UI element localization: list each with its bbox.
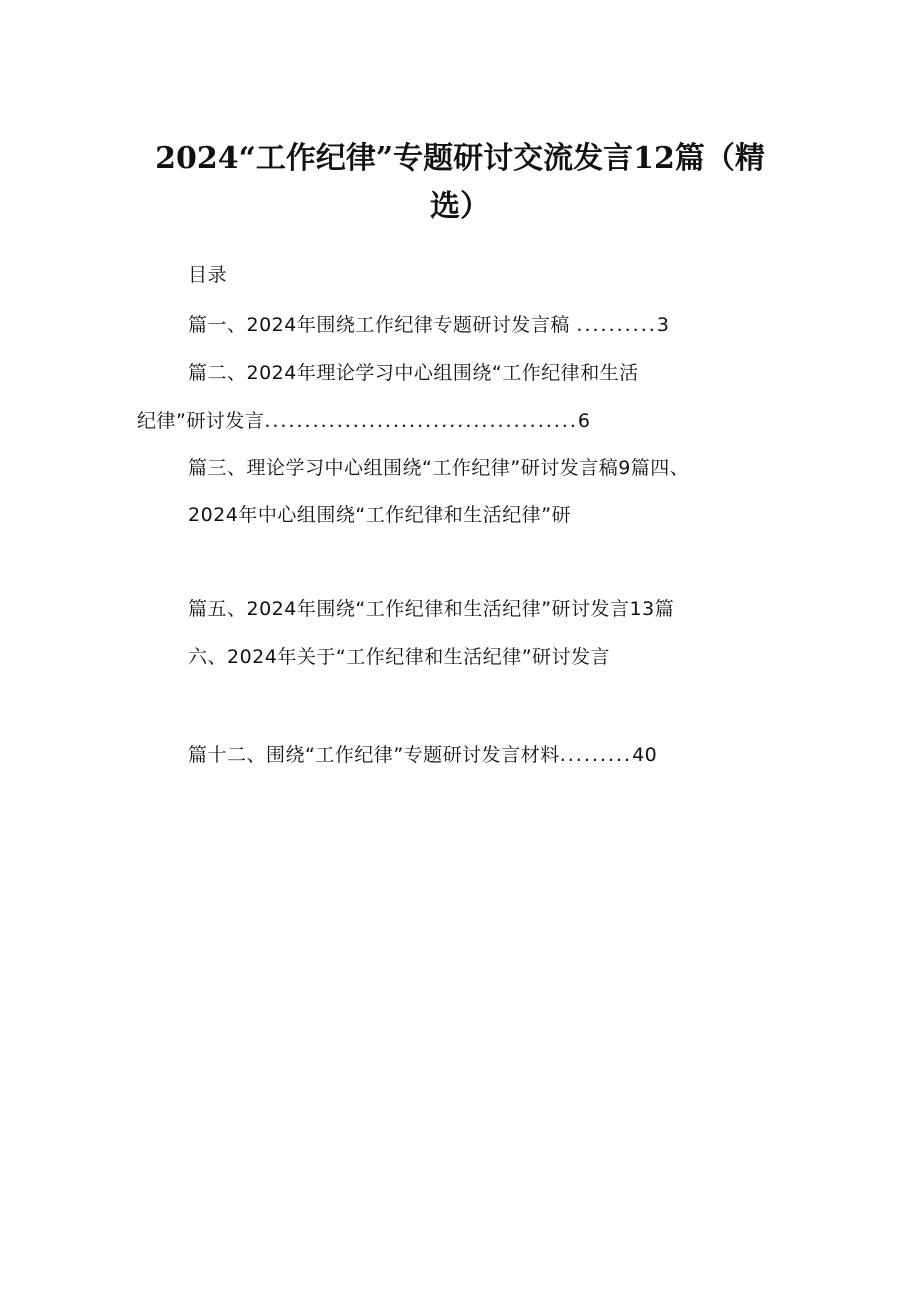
toc-entry-3-text-1: 篇三、理论学习中心组围绕“工作纪律”研讨发言稿9篇四、 (188, 457, 690, 479)
toc-entry-12-page: 40 (632, 744, 658, 766)
document-title-line-2: 选） (430, 189, 490, 224)
toc-entry-5-text-2: 六、2024年关于“工作纪律和生活纪律”研讨发言 (188, 646, 611, 668)
toc-entry-1-text: 篇一、2024年围绕工作纪律专题研讨发言稿 (188, 314, 570, 336)
toc-entry-2-line-1[interactable] (188, 360, 639, 386)
toc-entry-12-leader: ......... (559, 744, 633, 766)
toc-entry-5-text-1: 篇五、2024年围绕“工作纪律和生活纪律”研讨发言13篇 (188, 598, 675, 620)
toc-entry-3-line-1[interactable] (188, 455, 689, 481)
toc-entry-2-text-1: 篇二、2024年理论学习中心组围绕“工作纪律和生活 (188, 362, 639, 384)
toc-entry-1-leader: .......... (576, 314, 657, 336)
toc-entry-12-text: 篇十二、围绕“工作纪律”专题研讨发言材料 (188, 744, 560, 766)
toc-heading: 目录 (188, 264, 228, 286)
toc-entry-3-text-2: 2024年中心组围绕“工作纪律和生活纪律”研 (188, 504, 572, 526)
toc-entry-1-page: 3 (656, 314, 670, 336)
toc-entry-12[interactable] (188, 742, 657, 768)
toc-entry-2-line-2[interactable] (137, 408, 590, 434)
toc-entry-5-line-1[interactable] (188, 596, 674, 622)
toc-entry-2-text-2: 纪律”研讨发言 (137, 410, 265, 432)
toc-entry-2-page: 6 (577, 410, 591, 432)
toc-entry-3-line-2[interactable] (188, 502, 571, 528)
toc-entry-5-line-2[interactable] (188, 644, 610, 670)
toc-entry-1[interactable] (188, 312, 669, 338)
toc-entry-2-leader: ....................................... (264, 410, 578, 432)
document-title-line-1: 2024“工作纪律”专题研讨交流发言12篇（精 (155, 141, 765, 176)
